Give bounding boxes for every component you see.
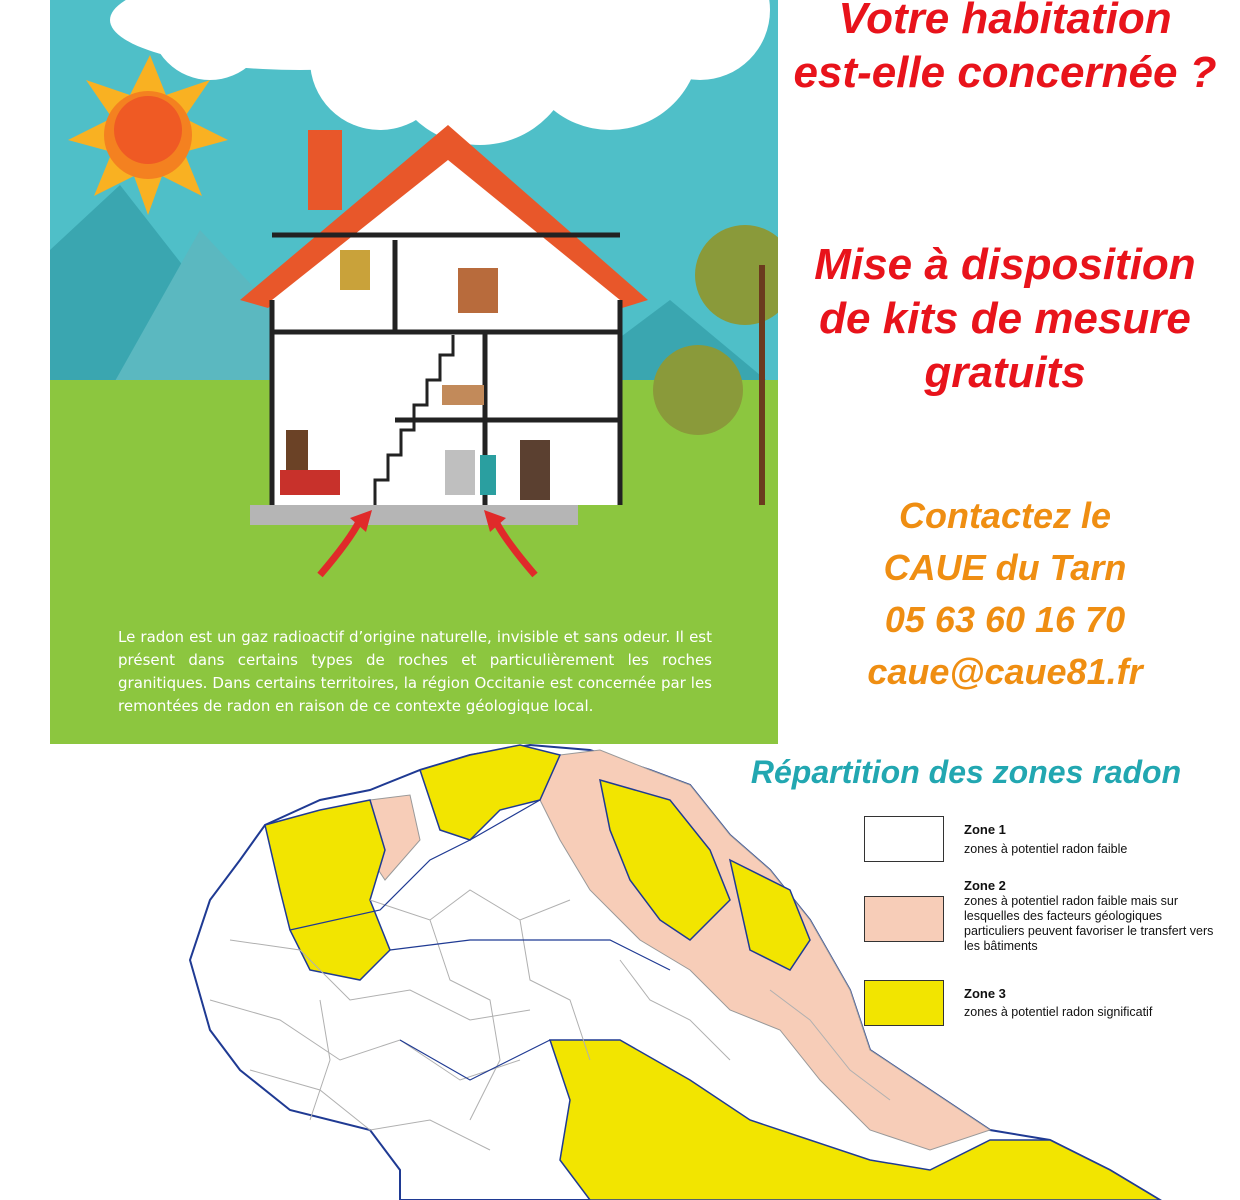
bookshelf (286, 430, 308, 470)
legend-text: zones à potentiel radon faible mais sur lesquelles des facteurs géologiques particuliers peuvent favoriser le transfert vers les bâtiments (964, 894, 1214, 953)
bunk-bed (458, 268, 498, 313)
kits-line: gratuits (924, 348, 1086, 397)
contact-line: Contactez le (898, 495, 1112, 536)
headline-line: est-elle concernée ? (793, 48, 1217, 97)
legend-text: zones à potentiel radon faible (964, 842, 1128, 856)
chimney (308, 130, 342, 210)
kits-line: Mise à disposition (814, 240, 1196, 289)
radon-description: Le radon est un gaz radioactif d’origine naturelle, invisible et sans odeur. Il est présent dans certains types de roches et particulièrement les roches granitiques. Dans certains territoires, la région Occitanie est concernée par les remontées de radon en raison de ce contexte géologique local. (118, 628, 712, 715)
map-title: Répartition des zones radon (750, 754, 1182, 790)
foundation (250, 505, 578, 525)
window (340, 250, 370, 290)
kits-headline (770, 238, 1240, 400)
legend-title: Zone 1 (964, 822, 1006, 837)
sofa (280, 470, 340, 495)
fridge (480, 455, 496, 495)
contact-block (770, 490, 1240, 698)
kitchen (445, 450, 475, 495)
radon-zone-map (170, 740, 1240, 1200)
contact-email[interactable]: caue@caue81.fr (867, 651, 1143, 692)
door (520, 440, 550, 500)
contact-organization: CAUE du Tarn (883, 547, 1127, 588)
headline-question (770, 0, 1240, 100)
headline-line: Votre habitation (838, 0, 1172, 43)
bed (442, 385, 484, 405)
contact-phone[interactable]: 05 63 60 16 70 (884, 599, 1126, 640)
kits-line: de kits de mesure (819, 294, 1191, 343)
legend-title: Zone 2 (964, 878, 1006, 893)
legend-text: zones à potentiel radon significatif (964, 1005, 1153, 1019)
legend-title: Zone 3 (964, 986, 1006, 1001)
